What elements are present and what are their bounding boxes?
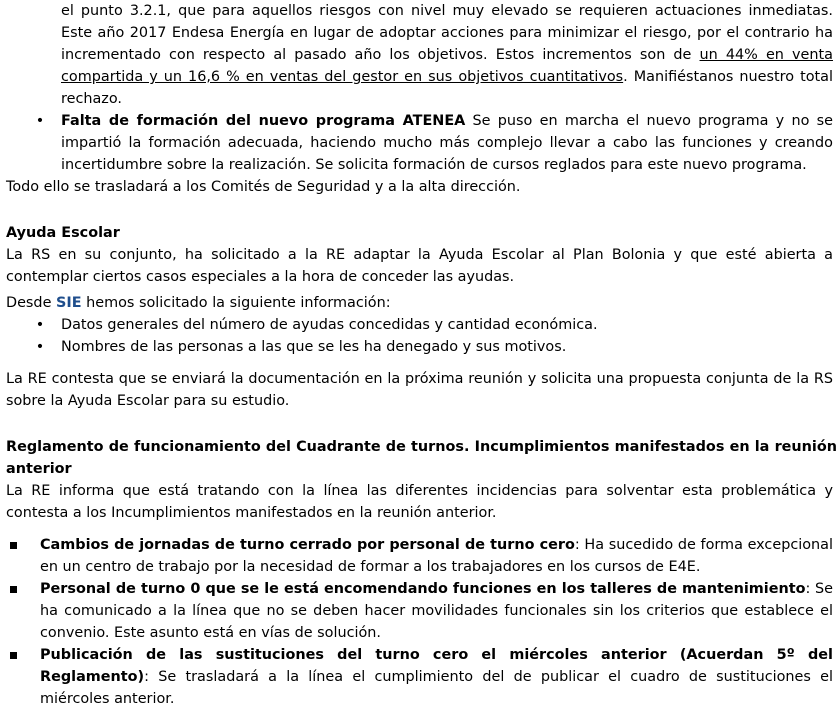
sie-label: SIE bbox=[56, 295, 82, 311]
atenea-title: Falta de formación del nuevo programa ATENEA bbox=[61, 113, 466, 129]
item-title: Publicación de las sustituciones del turno cero el miércoles anterior (Acuerdan 5º del Reglamento) bbox=[40, 647, 833, 685]
spacer bbox=[0, 412, 837, 436]
list-item-text: Nombres de las personas a las que se les ha denegado y sus motivos. bbox=[61, 339, 567, 355]
atenea-text: Se puso en marcha el nuevo programa y no se impartió la formación adecuada, haciendo mucho más complejo llevar a cabo las funciones y creando incertidumbre sobre la realización. Se solicita formación de cursos reglados para este nuevo programa. bbox=[61, 113, 833, 173]
list-item-text: Datos generales del número de ayudas concedidas y cantidad económica. bbox=[61, 317, 598, 333]
spacer bbox=[0, 358, 837, 368]
ayuda-p2-after: hemos solicitado la siguiente información: bbox=[81, 295, 391, 311]
bullet-icon: • bbox=[35, 339, 45, 355]
square-bullet-icon bbox=[10, 652, 17, 659]
closing-line: Todo ello se trasladará a los Comités de Seguridad y a la alta dirección. bbox=[6, 179, 521, 195]
item-text: : Ha sucedido de forma excepcional en un centro de trabajo por la necesidad de formar a los trabajadores en los cursos de E4E. bbox=[40, 537, 833, 575]
list-item bbox=[0, 534, 837, 578]
list-item bbox=[0, 578, 837, 644]
continuation-paragraph bbox=[0, 0, 837, 110]
list-item bbox=[0, 336, 837, 358]
spacer bbox=[0, 198, 837, 222]
continuation-text-2: . Manifiéstanos nuestro total rechazo. bbox=[61, 69, 833, 107]
ayuda-paragraph-2 bbox=[0, 292, 837, 314]
ayuda-info-list bbox=[0, 314, 837, 358]
atenea-list bbox=[0, 110, 837, 176]
item-text: : Se ha comunicado a la línea que no se deben hacer movilidades funcionales sin los criterios que establece el convenio. Este asunto está en vías de solución. bbox=[40, 581, 833, 641]
item-title: Personal de turno 0 que se le está encomendando funciones en los talleres de mantenimiento bbox=[40, 581, 806, 597]
ayuda-p2-before: Desde bbox=[6, 295, 56, 311]
ayuda-paragraph-1: La RS en su conjunto, ha solicitado a la RE adaptar la Ayuda Escolar al Plan Bolonia y que esté abierta a contemplar ciertos casos especiales a la hora de conceder las ayudas. bbox=[6, 247, 833, 285]
ayuda-heading: Ayuda Escolar bbox=[6, 225, 120, 241]
ayuda-paragraph-3: La RE contesta que se enviará la documentación en la próxima reunión y solicita una propuesta conjunta de la RS sobre la Ayuda Escolar para su estudio. bbox=[6, 371, 833, 409]
item-title: Cambios de jornadas de turno cerrado por personal de turno cero bbox=[40, 537, 575, 553]
incumplimientos-list bbox=[0, 534, 837, 710]
square-bullet-icon bbox=[10, 542, 17, 549]
atenea-item bbox=[0, 110, 837, 176]
bullet-icon: • bbox=[35, 317, 45, 333]
continuation-text-1: el punto 3.2.1, que para aquellos riesgos con nivel muy elevado se requieren actuaciones inmediatas. Este año 2017 Endesa Energía en lugar de adoptar acciones para minimizar el riesgo, por el contrario ha incrementado con respecto al pasado año los objetivos. Estos incrementos son de bbox=[61, 3, 833, 63]
list-item bbox=[0, 644, 837, 710]
item-text: : Se trasladará a la línea el cumplimiento del de publicar el cuadro de sustituciones el miércoles anterior. bbox=[40, 669, 833, 707]
reglamento-heading: Reglamento de funcionamiento del Cuadrante de turnos. Incumplimientos manifestados en la reunión anterior bbox=[6, 439, 837, 477]
spacer bbox=[0, 524, 837, 534]
underlined-objectives: un 44% en venta compartida y un 16,6 % en ventas del gestor en sus objetivos cuantitativos bbox=[61, 47, 833, 85]
square-bullet-icon bbox=[10, 586, 17, 593]
bullet-icon: • bbox=[35, 113, 45, 129]
reglamento-paragraph-1: La RE informa que está tratando con la línea las diferentes incidencias para solventar esta problemática y contesta a los Incumplimientos manifestados en la reunión anterior. bbox=[6, 483, 833, 521]
list-item bbox=[0, 314, 837, 336]
